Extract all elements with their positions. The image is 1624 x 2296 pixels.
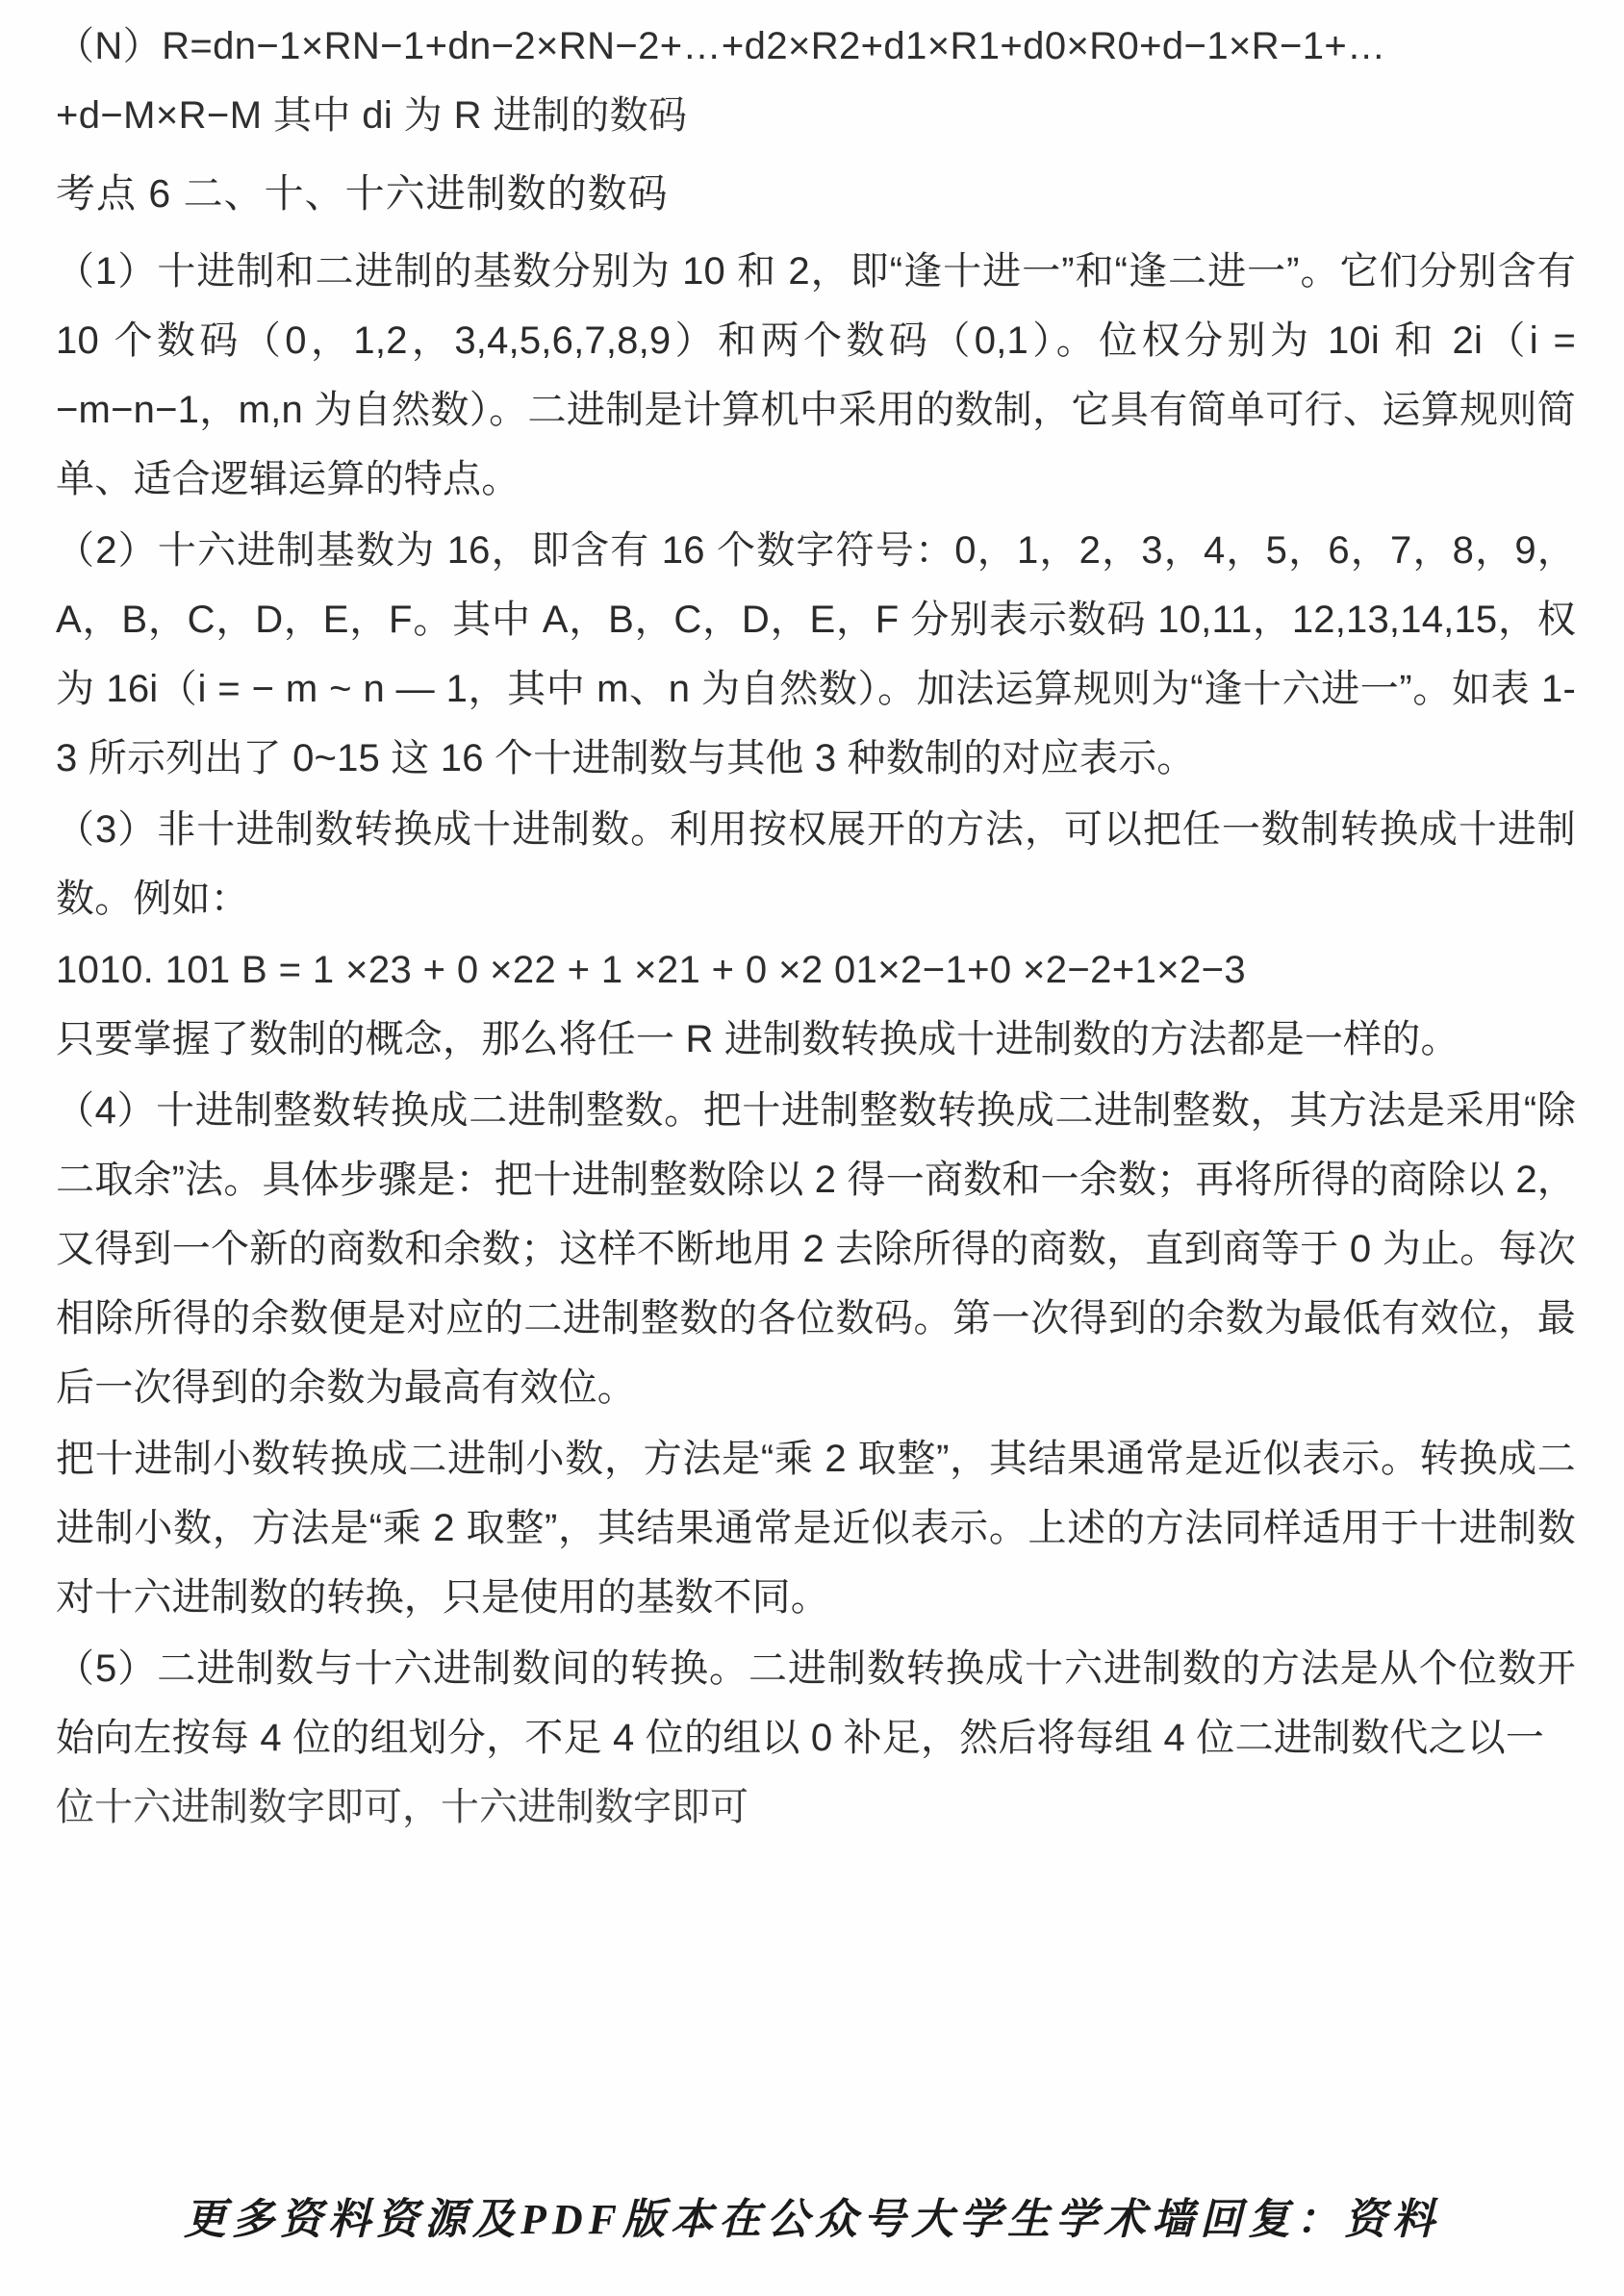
formula-line-2: +d−M×R−M 其中 di 为 R 进制的数码	[56, 94, 688, 137]
page-content	[56, 0, 1576, 1828]
paragraph-5: 把十进制小数转换成二进制小数，方法是“乘 2 取整”，其结果通常是近似表示。转换成二进制小数，方法是“乘 2 取整”，其结果通常是近似表示。上述的方法同样适用于十进制数对十六进制数的转换，只是使用的基数不同。	[56, 1438, 1576, 1619]
paragraph-4: （4）十进制整数转换成二进制整数。把十进制整数转换成二进制整数，其方法是采用“除二取余”法。具体步骤是：把十进制整数除以 2 得一商数和一余数；再将所得的商除以 2，又得到一个新的商数和余数；这样不断地用 2 去除所得的商数，直到商等于 0 为止。每次相除所得的余数便是对应的二进制整数的各位数码。第一次得到的余数为最低有效位，最后一次得到的余数为最高有效位。	[56, 1089, 1576, 1409]
clipped-bottom-line: 位十六进制数字即可，十六进制数字即可	[56, 1786, 749, 1828]
example-formula: 1010. 101 B = 1 ×23 + 0 ×22 + 1 ×21 + 0 ×2 01×2−1+0 ×2−2+1×2−3	[56, 949, 1247, 991]
paragraph-3b: 只要掌握了数制的概念，那么将任一 R 进制数转换成十进制数的方法都是一样的。	[56, 1018, 1459, 1060]
spacer	[56, 229, 1576, 237]
section-heading: 考点 6 二、十、十六进制数的数码	[56, 171, 669, 216]
formula-line-1: （N）R=dn−1×RN−1+dn−2×RN−2+…+d2×R2+d1×R1+d0×R0+d−1×R−1+…	[56, 25, 1386, 67]
paragraph-3: （3）非十进制数转换成十进制数。利用按权展开的方法，可以把任一数制转换成十进制数。例如：	[56, 808, 1576, 920]
paragraph-2: （2）十六进制基数为 16，即含有 16 个数字符号：0，1，2，3，4，5，6，7，8，9，A，B，C，D，E，F。其中 A，B，C，D，E，F 分别表示数码 10,11，12,13,14,15，权为 16i（i = − m ~ n — 1，其中 m、n 为自然数）。加法运算规则为“逢十六进一”。如表 1-3 所示列出了 0~15 这 16 个十进制数与其他 3 种数制的对应表示。	[56, 529, 1576, 779]
footer-watermark: 更多资料资源及PDF版本在公众号大学生学术墙回复：资料	[184, 2196, 1440, 2243]
spacer	[56, 150, 1576, 158]
paragraph-6: （5）二进制数与十六进制数间的转换。二进制数转换成十六进制数的方法是从个位数开始向左按每 4 位的组划分，不足 4 位的组以 0 补足，然后将每组 4 位二进制数代之以一	[56, 1647, 1576, 1759]
paragraph-1: （1）十进制和二进制的基数分别为 10 和 2，即“逢十进一”和“逢二进一”。它们分别含有 10 个数码（0，1,2，3,4,5,6,7,8,9）和两个数码（0,1）。位权分别为 10i 和 2i（i = −m−n−1，m,n 为自然数）。二进制是计算机中采用的数制，它具有简单可行、运算规则简单、适合逻辑运算的特点。	[56, 250, 1576, 500]
